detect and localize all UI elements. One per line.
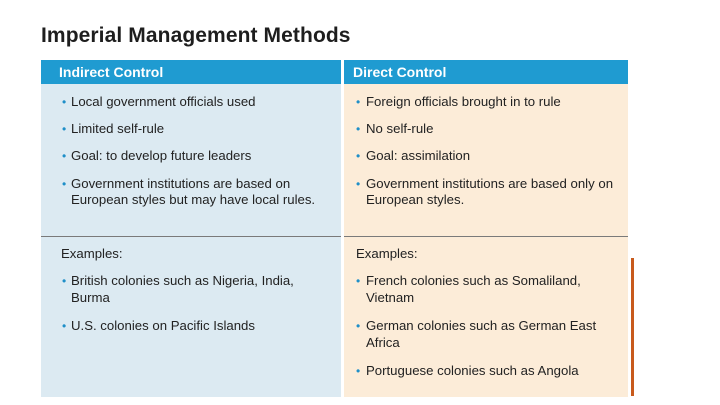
list-item [344,273,628,306]
list-item-text: Local government officials used [71,94,256,109]
list-item [344,176,628,209]
list-item [41,148,341,165]
bullet-icon: • [62,176,67,191]
indirect-control-column [41,60,341,397]
list-item [41,318,341,335]
bullet-icon: • [62,319,67,333]
list-item-text: Portuguese colonies such as Angola [366,363,579,378]
list-item-text: U.S. colonies on Pacific Islands [71,318,255,333]
indirect-control-header: Indirect Control [41,60,341,84]
bullet-icon: • [356,319,361,333]
examples-label: Examples: [356,246,418,261]
section-divider [41,236,341,237]
bullet-icon: • [356,274,361,288]
bullet-icon: • [62,274,67,288]
bullet-icon: • [62,95,67,109]
examples-label: Examples: [61,246,123,261]
list-item-text: Foreign officials brought in to rule [366,94,561,109]
list-item [344,363,628,380]
direct-examples-list [344,273,628,380]
list-item [344,94,628,111]
bullet-icon: • [356,364,361,378]
direct-control-header: Direct Control [344,60,628,84]
list-item [41,176,341,209]
list-item [41,94,341,111]
list-item [344,148,628,165]
bullet-icon: • [62,121,67,136]
indirect-examples-list [41,273,341,335]
list-item [344,121,628,138]
comparison-table [41,60,628,397]
list-item-text: Government institutions are based only on European styles. [366,175,614,207]
bullet-icon: • [356,176,361,191]
list-item [41,121,341,138]
page-title: Imperial Management Methods [41,24,351,47]
indirect-points-list [41,94,341,209]
direct-control-column [344,60,628,397]
list-item-text: No self-rule [366,120,434,136]
list-item-text: French colonies such as Somaliland, Vietnam [366,273,581,305]
list-item-text: British colonies such as Nigeria, India, Burma [71,273,294,305]
bullet-icon: • [356,149,361,163]
list-item-text: German colonies such as German East Africa [366,318,597,350]
list-item [344,318,628,351]
page-edge-accent [631,258,634,396]
bullet-icon: • [356,121,361,136]
list-item-text: Limited self-rule [71,120,165,136]
bullet-icon: • [62,149,67,163]
section-divider [344,236,628,237]
direct-points-list [344,94,628,209]
list-item-text: Government institutions are based on European styles but may have local rules. [71,175,316,207]
list-item-text: Goal: assimilation [366,148,471,163]
bullet-icon: • [356,95,361,109]
list-item-text: Goal: to develop future leaders [71,148,252,163]
list-item [41,273,341,306]
